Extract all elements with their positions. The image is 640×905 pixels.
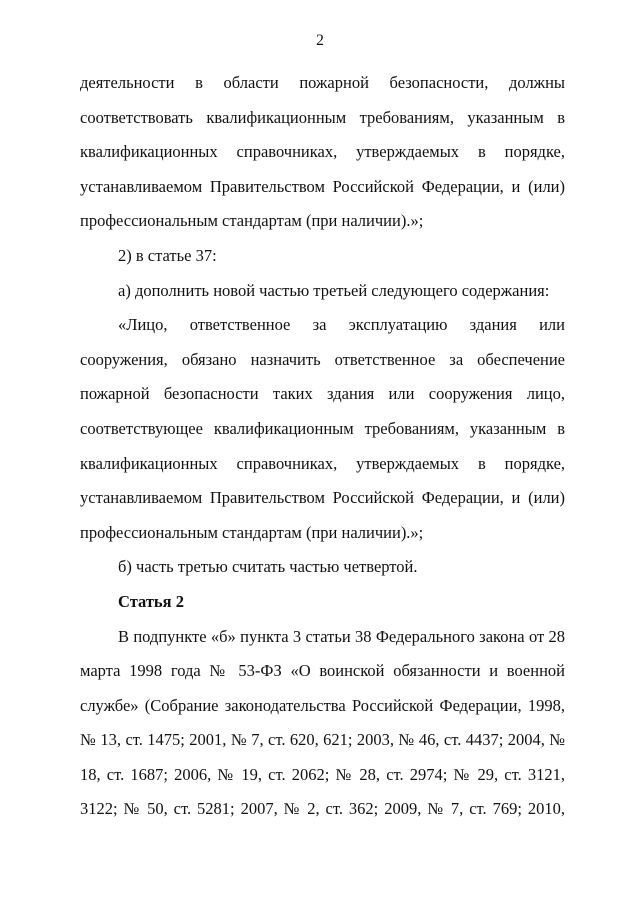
paragraph-item-a [80, 274, 565, 309]
text-line: Федерации, и (или) профессиональным стандартам (при наличии).»; [80, 488, 566, 542]
text-line: а) дополнить новой частью третьей следующего содержания: [118, 280, 550, 300]
text-line: таких здания или сооружения лицо, соответствующее квалификационным [80, 384, 566, 438]
paragraph-item-2 [80, 239, 565, 274]
text-line: утверждаемых в порядке, устанавливаемом Правительством Российской [80, 453, 566, 508]
text-line: наличии).»; [341, 211, 424, 231]
document-body [80, 66, 565, 827]
paragraph-article-2 [80, 620, 565, 828]
text-line: квалификационным требованиям, указанным в квалификационных [80, 107, 565, 162]
text-line: от 28 марта 1998 года № 53-ФЗ «О воинской обязанности и военной [80, 626, 566, 681]
text-line: Статья 2 [118, 591, 184, 611]
text-line: 2) в статье 37: [118, 245, 217, 265]
paragraph-item-b [80, 550, 565, 585]
article-heading [80, 585, 565, 620]
text-line: справочниках, утверждаемых в порядке, устанавливаемом Правительством [80, 142, 566, 196]
text-line: В подпункте «б» пункта 3 статьи 38 Федерального закона [118, 626, 525, 646]
text-line: № 13, ст. 1475; 2001, № 7, ст. 620, 621; 2003, № 46, ст. 4437; 2004, № 18, [80, 730, 565, 784]
text-line: ст. 3121, 3122; № 50, ст. 5281; 2007, № 2, ст. 362; 2009, № 7, ст. 769; 2010, [80, 764, 566, 819]
text-line: Российской Федерации, и (или) профессиональным стандартам (при [80, 176, 566, 231]
paragraph-continuation [80, 66, 565, 239]
text-line: службе» (Собрание законодательства Российской Федерации, 1998, [80, 695, 565, 715]
text-line: обязано назначить ответственное за обеспечение пожарной безопасности [80, 349, 566, 404]
paragraph-quote [80, 308, 565, 550]
text-line: требованиям, указанным в квалификационных справочниках, [80, 418, 565, 473]
text-line: б) часть третью считать частью четвертой. [118, 557, 418, 577]
text-line: ст. 1687; 2006, № 19, ст. 2062; № 28, ст. 2974; № 29, [106, 764, 499, 784]
page-number: 2 [316, 32, 324, 49]
text-line: «Лицо, ответственное за эксплуатацию здания или сооружения, [80, 315, 565, 369]
text-line: деятельности в области пожарной безопасности, должны соответствовать [80, 73, 565, 127]
